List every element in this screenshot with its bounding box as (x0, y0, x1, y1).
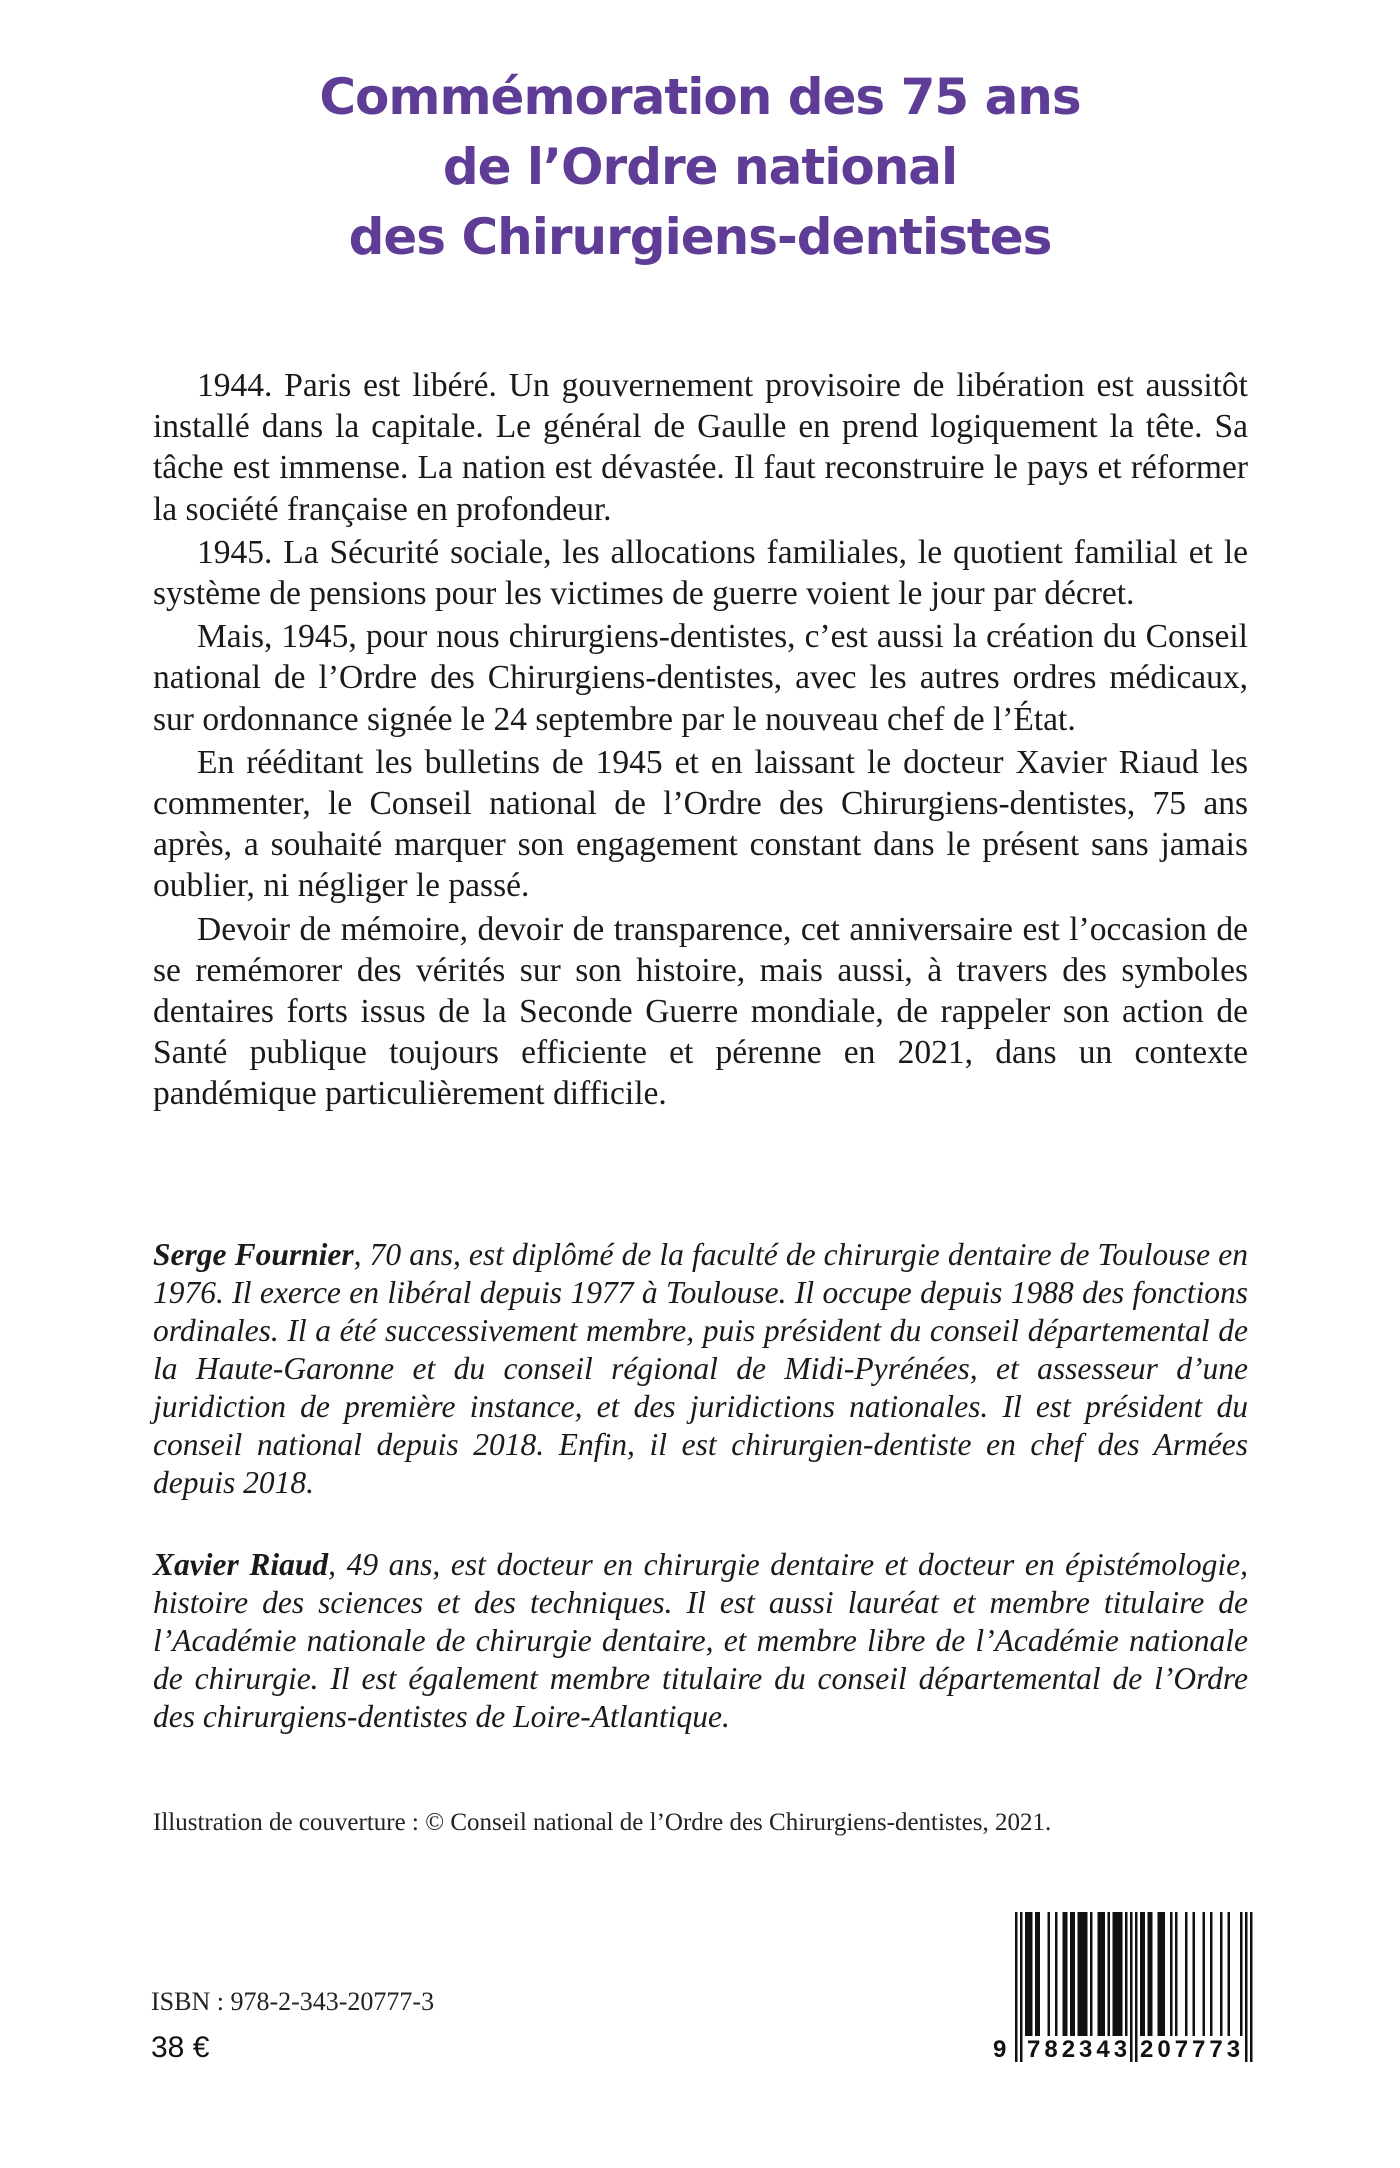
author-name: Xavier Riaud (153, 1547, 329, 1582)
barcode-bar (1240, 1912, 1243, 2036)
title-line: des Chirurgiens-dentistes (348, 208, 1052, 266)
barcode-bar (1115, 1912, 1118, 2036)
barcode-bar (1083, 1912, 1086, 2036)
barcode-bar (1100, 1912, 1103, 2036)
barcode-bar (1078, 1912, 1081, 2036)
barcode-bar (1163, 1912, 1166, 2036)
barcode-bar (1220, 1912, 1223, 2036)
barcode-bar (1118, 1912, 1121, 2036)
barcode-bar (1098, 1912, 1101, 2036)
blurb-paragraph: En rééditant les bulletins de 1945 et en laissant le docteur Xavier Riaud les commenter, le Conseil national de l’Ordre des Chirurgiens-dentistes, 75 ans après, a souhaité marquer son engagement constant dans le présent sans jamais oublier, ni négliger le passé. (153, 743, 1248, 905)
barcode-bar (1245, 1912, 1248, 2062)
barcode-bar (1150, 1912, 1153, 2036)
author-bio-text: , 49 ans, est docteur en chirurgie dentaire et docteur en épistémologie, histoire des sciences et des techniques. Il est aussi lauréat et membre titulaire de l’Académie nationale de chirurgie dentaire, et membre libre de l’Académie nationale de chirurgie. Il est également membre titulaire du conseil départemental de l’Ordre des chirurgiens-dentistes de Loire-Atlantique. (153, 1547, 1248, 1734)
blurb-paragraph: Mais, 1945, pour nous chirurgiens-dentistes, c’est aussi la création du Conseil national de l’Ordre des Chirurgiens-dentistes, avec les autres ordres médicaux, sur ordonnance signée le 24 septembre par le nouveau chef de l’État. (153, 618, 1248, 738)
barcode (985, 1912, 1255, 2062)
barcode-bar (1113, 1912, 1116, 2036)
barcode-bar (1030, 1912, 1033, 2036)
barcode-bar (1143, 1912, 1146, 2036)
barcode-bar (1048, 1912, 1051, 2036)
barcode-bar (1160, 1912, 1163, 2036)
barcode-bar (1070, 1912, 1073, 2036)
barcode-bar (1175, 1912, 1178, 2036)
author-name: Serge Fournier (153, 1237, 354, 1272)
title-line: de l’Ordre national (442, 138, 958, 196)
barcode-bar (1085, 1912, 1088, 2036)
barcode-bar (1125, 1912, 1128, 2036)
barcode-bar (1080, 1912, 1083, 2036)
blurb-paragraph: 1944. Paris est libéré. Un gouvernement provisoire de libération est aussitôt installé dans la capitale. Le général de Gaulle en prend logiquement la tête. Sa tâche est immense. La nation est dévastée. Il faut reconstruire le pays et réformer la société française en profondeur. (153, 367, 1248, 528)
barcode-bar (1055, 1912, 1058, 2036)
barcode-left-digits: 782343 (1027, 2036, 1132, 2062)
author-bio-fournier (153, 1236, 1248, 1502)
barcode-bar (1035, 1912, 1038, 2036)
author-bio-riaud (153, 1546, 1248, 1736)
blurb (153, 365, 1248, 1117)
barcode-bar (1103, 1912, 1106, 2036)
barcode-bar (1210, 1912, 1213, 2036)
cover-title (0, 62, 1400, 272)
barcode-bar (1170, 1912, 1173, 2036)
barcode-bar (1140, 1912, 1143, 2036)
barcode-bar (1028, 1912, 1031, 2036)
barcode-bar (1108, 1912, 1111, 2036)
isbn: ISBN : 978-2-343-20777-3 (151, 1987, 435, 2016)
barcode-bar (1015, 1912, 1018, 2062)
barcode-bar (1025, 1912, 1028, 2036)
blurb-paragraph: 1945. La Sécurité sociale, les allocations familiales, le quotient familial et le système de pensions pour les victimes de guerre voient le jour par décret. (153, 533, 1248, 613)
barcode-bar (1228, 1912, 1231, 2036)
barcode-bar (1185, 1912, 1188, 2036)
barcode-bar (1158, 1912, 1161, 2036)
blurb-paragraph: Devoir de mémoire, devoir de transparence, cet anniversaire est l’occasion de se remémorer des vérités sur son histoire, mais aussi, à travers des symboles dentaires forts issus de la Seconde Guerre mondiale, de rappeler son action de Santé publique toujours efficiente et pérenne en 2021, dans un contexte pandémique particulièrement difficile. (153, 910, 1248, 1113)
barcode-bar (1135, 1912, 1138, 2062)
price: 38 € (151, 2031, 210, 2064)
illustration-credit: Illustration de couverture : © Conseil national de l’Ordre des Chirurgiens-dentistes, 2021. (153, 1809, 1052, 1836)
barcode-graphic (985, 1912, 1255, 2062)
barcode-bar (1120, 1912, 1123, 2036)
barcode-bar (1203, 1912, 1206, 2036)
barcode-bar (1090, 1912, 1093, 2036)
barcode-bar (1148, 1912, 1151, 2036)
barcode-bar (1020, 1912, 1023, 2062)
barcode-bar (1073, 1912, 1076, 2036)
author-bio-text: , 70 ans, est diplômé de la faculté de chirurgie dentaire de Toulouse en 1976. Il exerce en libéral depuis 1977 à Toulouse. Il occupe depuis 1988 des fonctions ordinales. Il a été successivement membre, puis président du conseil départemental de la Haute-Garonne et du conseil régional de Midi-Pyrénées, et assesseur d’une juridiction de première instance, et des juridictions nationales. Il est président du conseil national depuis 2018. Enfin, il est chirurgien-dentiste en chef des Armées depuis 2018. (153, 1237, 1248, 1500)
title-line: Commémoration des 75 ans (319, 68, 1081, 126)
barcode-bar (1193, 1912, 1196, 2036)
barcode-bar (1063, 1912, 1066, 2036)
barcode-lead-digit: 9 (993, 2036, 1007, 2062)
barcode-bar (1250, 1912, 1253, 2062)
barcode-bar (1065, 1912, 1068, 2036)
barcode-bar (1038, 1912, 1041, 2036)
barcode-right-digits: 207773 (1140, 2036, 1245, 2062)
